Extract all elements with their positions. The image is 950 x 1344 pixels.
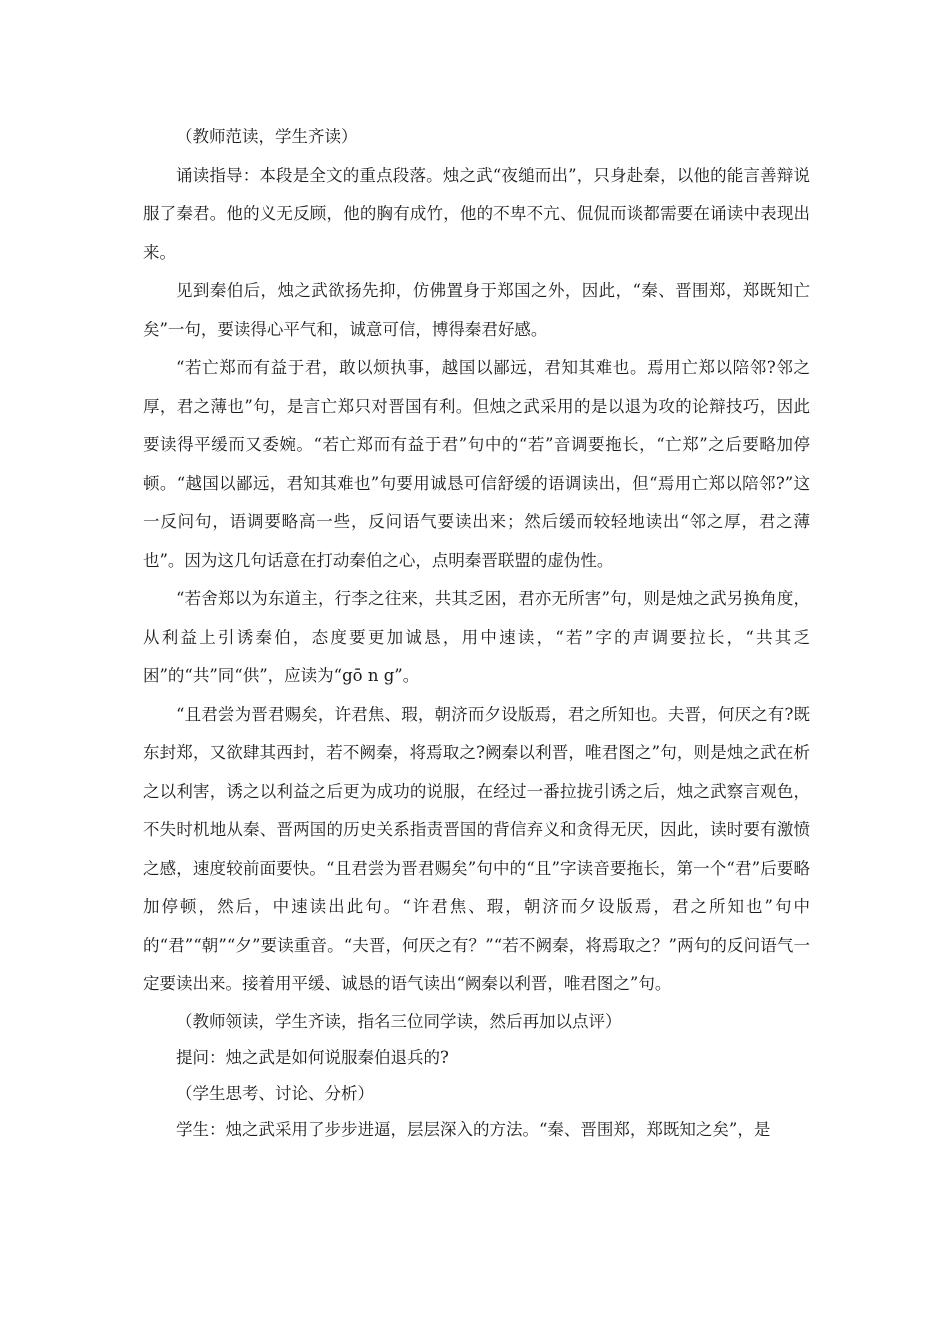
paragraph-4: “若亡郑而有益于君，敢以烦执事，越国以鄙远，君知其难也。焉用亡郑以陪邻?邻之厚，君之薄也”句，是言亡郑只对晋国有利。但烛之武采用的是以退为攻的论辩技巧，因此要读得平缓而又委婉。“若亡郑而有益于君”句中的“若”音调要拖长，“亡郑”之后要略加停顿。“越国以鄙远，君知其难也”句要用诚恳可信舒缓的语调读出，但“焉用亡郑以陪邻?”这一反问句，语调要略高一些，反问语气要读出来；然后缓而较轻地读出“邻之厚，君之薄也”。因为这几句话意在打动秦伯之心，点明秦晋联盟的虚伪性。 — [143, 358, 810, 570]
paragraph-3: 见到秦伯后，烛之武欲扬先抑，仿佛置身于郑国之外，因此，“秦、晋围郑，郑既知亡矣”一句，要读得心平气和，诚意可信，博得秦君好感。 — [143, 281, 810, 339]
paragraph-9: （学生思考、讨论、分析） — [176, 1083, 374, 1103]
paragraph-7: （教师领读，学生齐读，指名三位同学读，然后再加以点评） — [176, 1011, 622, 1031]
paragraph-2: 诵读指导：本段是全文的重点段落。烛之武“夜缒而出”，只身赴秦，以他的能言善辩说服了秦君。他的义无反顾，他的胸有成竹，他的不卑不亢、侃侃而谈都需要在诵读中表现出来。 — [143, 165, 810, 262]
paragraph-6: “且君尝为晋君赐矣，许君焦、瑕，朝济而夕设版焉，君之所知也。夫晋，何厌之有?既东封郑，又欲肆其西封，若不阙秦，将焉取之?阙秦以利晋，唯君图之”句，则是烛之武在析之以利害，诱之以利益之后更为成功的说服，在经过一番拉拢引诱之后，烛之武察言观色，不失时机地从秦、晋两国的历史关系指责晋国的背信弃义和贪得无厌，因此，读时要有激愤之感，速度较前面要快。“且君尝为晋君赐矣”句中的“且”字读音要拖长，第一个“君”后要略加停顿，然后，中速读出此句。“许君焦、瑕，朝济而夕设版焉，君之所知也”句中的“君”“朝”“夕”要读重音。“夫晋，何厌之有？”“若不阙秦，将焉取之？”两句的反问语气一定要读出来。接着用平缓、诚恳的语气读出“阙秦以利晋，唯君图之”句。 — [143, 704, 810, 993]
paragraph-5: “若舍郑以为东道主，行李之往来，共其乏困，君亦无所害”句，则是烛之武另换角度，从利益上引诱秦伯，态度要更加诚恳，用中速读，“若”字的声调要拉长，“共其乏困”的“共”同“供”，应读为“gō n g”。 — [143, 589, 810, 685]
paragraph-8: 提问：烛之武是如何说服秦伯退兵的? — [176, 1047, 449, 1067]
document-page — [143, 118, 810, 1148]
paragraph-10: 学生：烛之武采用了步步进逼，层层深入的方法。“秦、晋围郑，郑既知之矣”，是 — [176, 1119, 771, 1139]
paragraph-1: （教师范读，学生齐读） — [176, 127, 358, 146]
